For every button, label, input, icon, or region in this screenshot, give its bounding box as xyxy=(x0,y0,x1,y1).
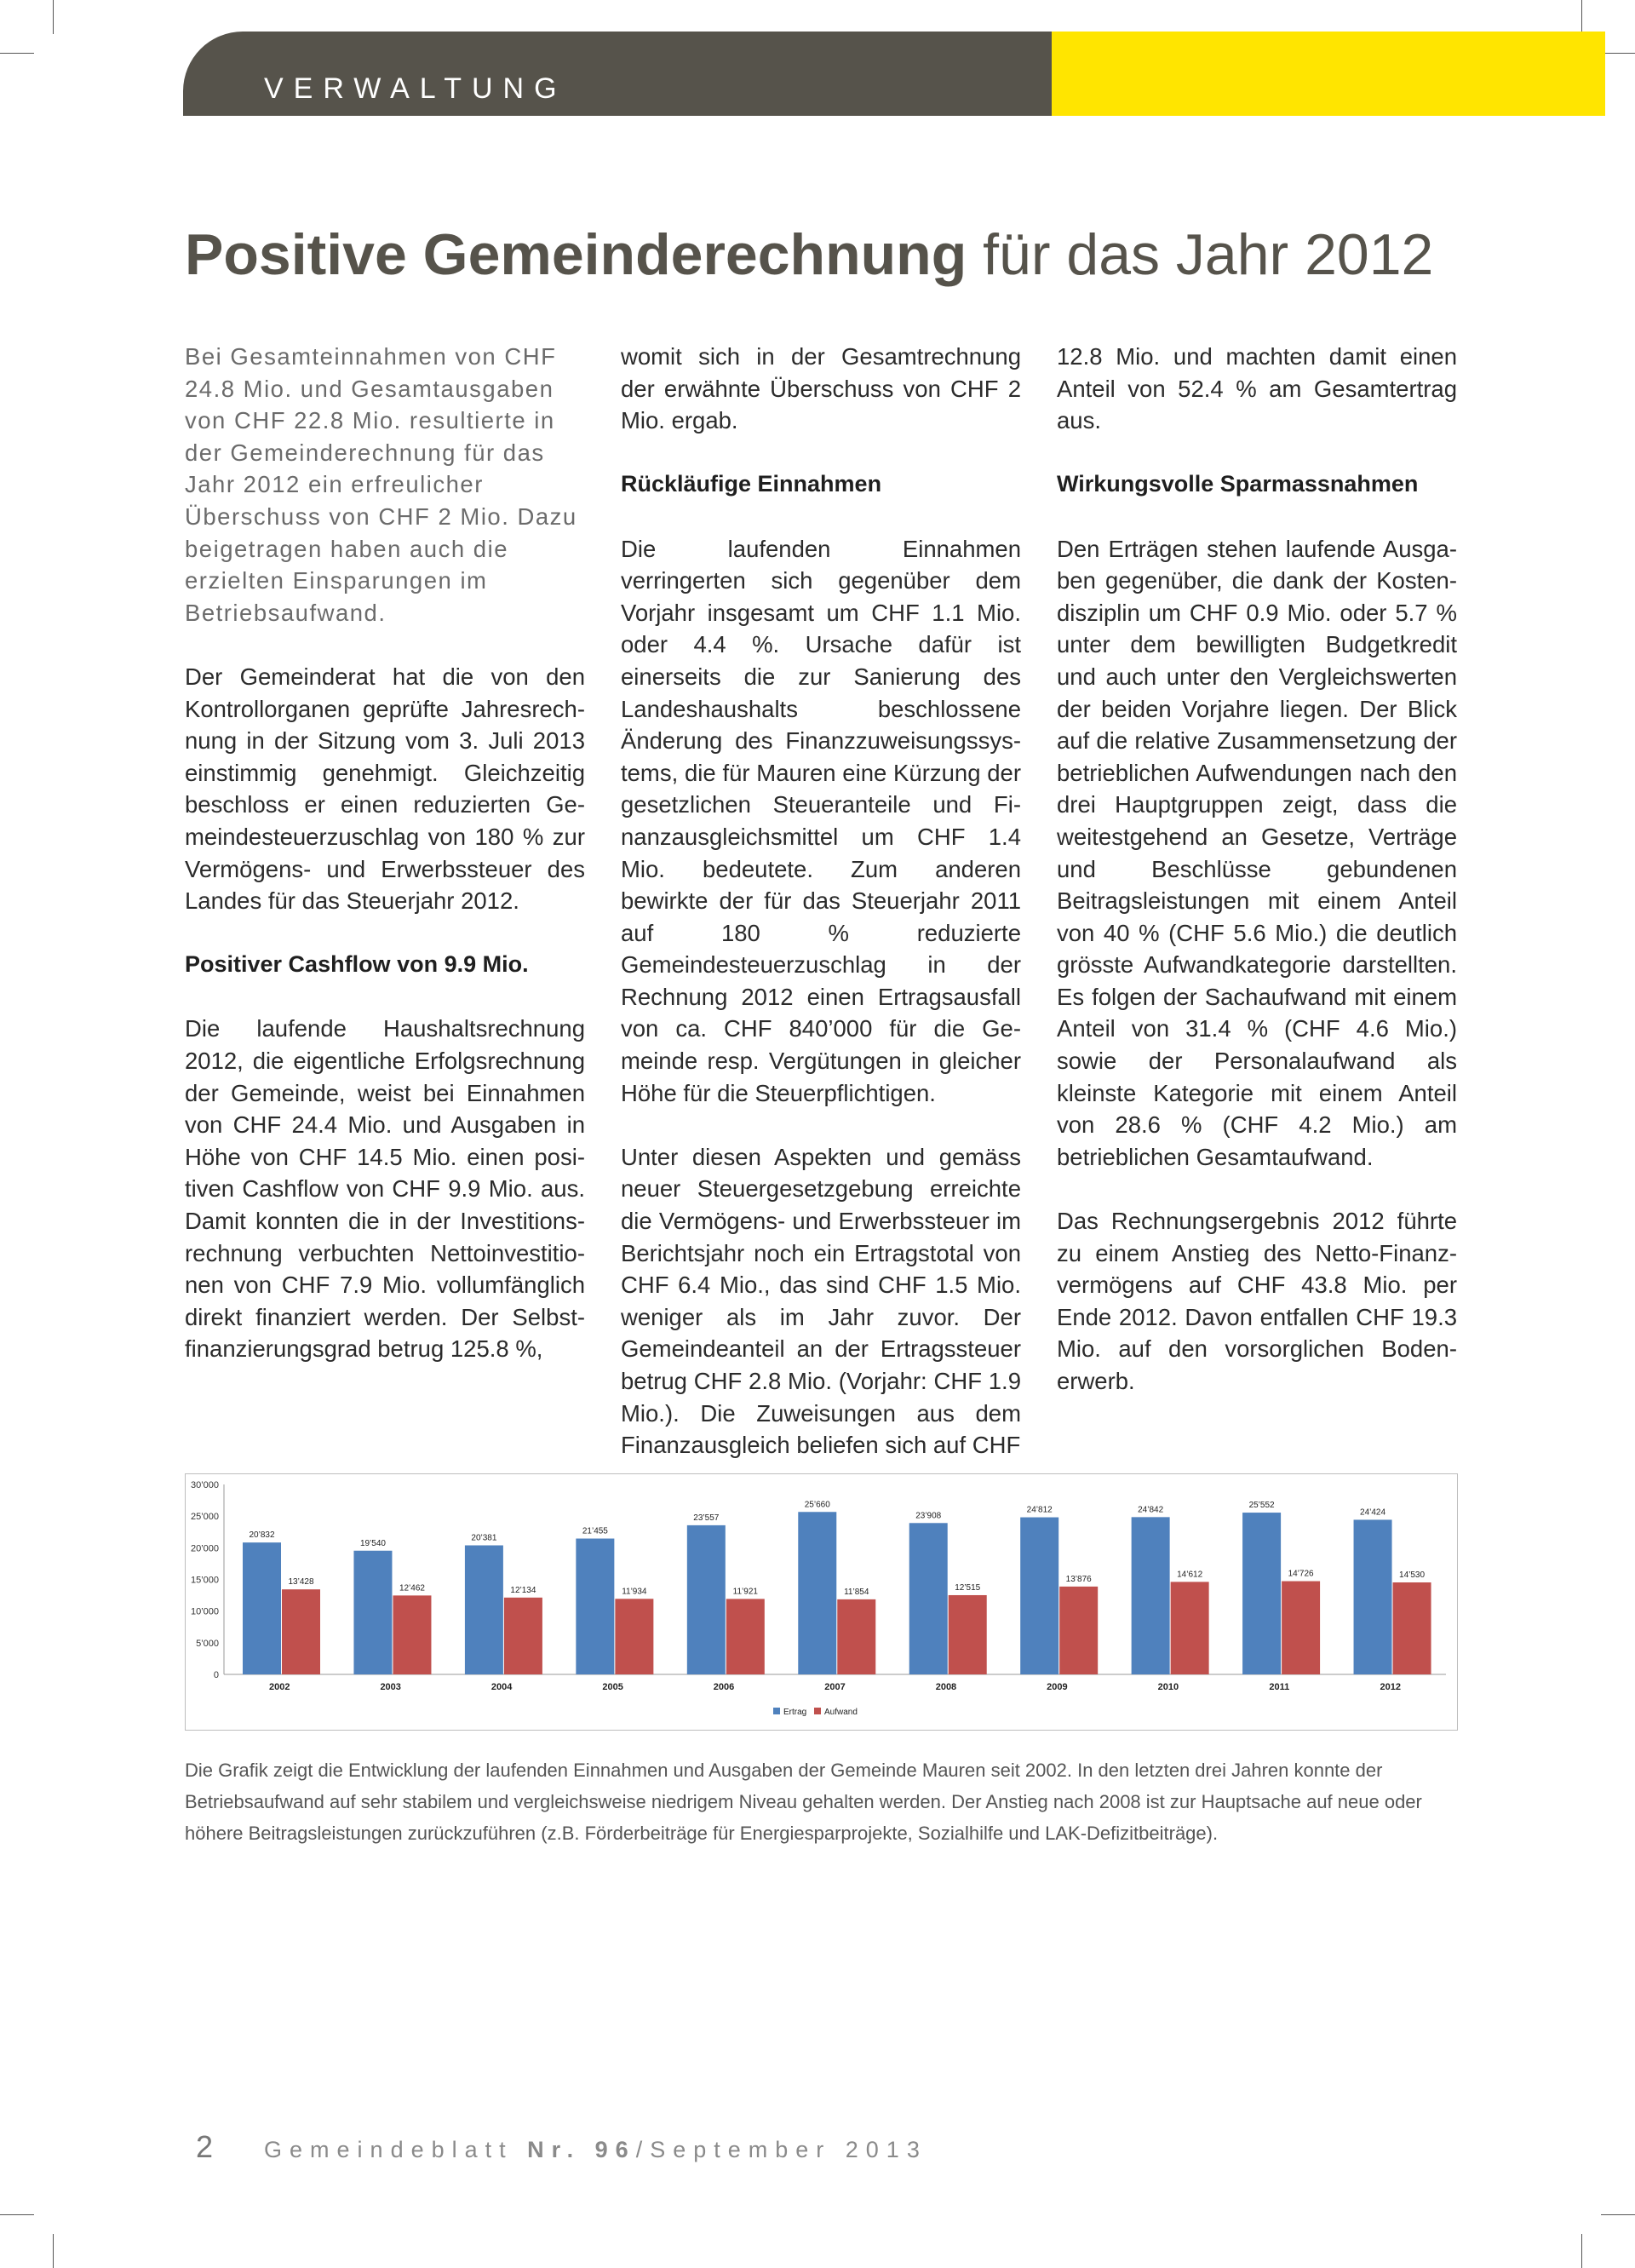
page-number: 2 xyxy=(196,2129,214,2164)
paragraph: Die laufenden Einnahmen verringerten sich gegenüber dem Vorjahr insgesamt um CHF 1.1 Mio. oder 4.4 %. Ursache dafür ist einerseits die zur Sanierung des Landeshaushalts beschlossene Änderung des Finanzzuweisungssystems, die für Mauren eine Kürzung der gesetzlichen Steueranteile und Finanzausgleichsmittel um CHF 1.4 Mio. bedeutete. Zum anderen bewirkte der für das Steuerjahr 2011 auf 180 % reduzierte Gemeindesteuerzuschlag in der Rechnung 2012 einen Ertragsausfall von ca. CHF 840’000 für die Gemeinde resp. Vergütungen in gleicher Höhe für die Steuerpflichtigen. xyxy=(621,535,1021,1106)
issue-number: Nr. 96 xyxy=(527,2137,636,2162)
x-tick-label: 2008 xyxy=(935,1682,957,1692)
paragraph: 12.8 Mio. und machten damit einen Anteil von 52.4 % am Gesamtertrag aus. xyxy=(1057,343,1457,434)
data-label: 24’842 xyxy=(1138,1505,1164,1515)
bar-ertrag xyxy=(798,1512,836,1674)
issue-date: /September 2013 xyxy=(635,2137,927,2162)
data-label: 12’462 xyxy=(399,1583,425,1593)
paragraph: Die laufende Haushaltsrechnung 2012, die eigentliche Erfolgsrechnung der Gemeinde, weist bei Einnahmen von CHF 24.4 Mio. und Ausgaben in Höhe von CHF 14.5 Mio. einen positiven Cashflow von CHF 9.9 Mio. aus. Damit konnten die in der Investitionsrechnung verbuchten Nettoinvestitionen von CHF 7.9 Mio. vollumfänglich direkt finanziert werden. Der Selbstfinanzierungsgrad betrug 125.8 %, xyxy=(185,1015,585,1363)
y-tick-label: 0 xyxy=(213,1670,219,1680)
data-label: 11’934 xyxy=(622,1587,647,1597)
data-label: 14’530 xyxy=(1399,1570,1426,1580)
bar-ertrag xyxy=(1132,1517,1170,1674)
subheading-einnahmen: Rückläufige Einnahmen xyxy=(621,471,882,497)
bar-aufwand xyxy=(393,1595,431,1674)
chart-svg xyxy=(186,1474,1457,1730)
bar-aufwand xyxy=(1059,1587,1098,1674)
y-tick-label: 30’000 xyxy=(190,1480,219,1490)
chart-caption: Die Grafik zeigt die Entwicklung der laufenden Einnahmen und Ausgaben der Gemeinde Mauren seit 2002. In den letzten drei Jahren konnte der Betriebsaufwand auf sehr stabilem und vergleichsweise niedrigem Niveau gehalten werden. Der Anstieg nach 2008 ist zur Hauptsache auf neue oder höhere Beitragsleistungen zurückzuführen (z.B. Förderbeiträge für Energiesparprojekte, Sozialhilfe und LAK-Defizitbeiträge). xyxy=(185,1760,1422,1844)
x-tick-label: 2010 xyxy=(1157,1682,1179,1692)
data-label: 12’134 xyxy=(510,1585,536,1595)
data-label: 21’455 xyxy=(582,1526,608,1536)
bar-ertrag xyxy=(243,1542,281,1674)
bar-aufwand xyxy=(837,1599,875,1674)
bar-aufwand xyxy=(1393,1582,1431,1674)
legend-swatch xyxy=(814,1708,821,1714)
legend-label: Ertrag xyxy=(783,1708,807,1717)
bar-aufwand xyxy=(1282,1582,1320,1674)
x-tick-label: 2011 xyxy=(1269,1682,1290,1692)
crop-mark xyxy=(1601,2214,1635,2215)
text-column-3 xyxy=(1057,341,1457,1429)
crop-mark xyxy=(1581,2234,1582,2268)
page-footer xyxy=(196,2129,927,2165)
paragraph: womit sich in der Gesamtrechnung der erwähnte Überschuss von CHF 2 Mio. ergab. xyxy=(621,343,1021,434)
paragraph: Den Erträgen stehen laufende Ausgaben gegenüber, die dank der Kostendisziplin um CHF 0.9 Mio. oder 5.7 % unter dem bewilligten Budgetkredit und auch unter den Vergleichswerten der beiden Vorjahre liegen. Der Blick auf die relative Zusammensetzung der betrieblichen Aufwendungen nach den drei Hauptgruppen zeigt, dass die weitestgehend an Gesetze, Verträge und Beschlüsse gebundenen Beitragsleistungen mit einem Anteil von 40 % (CHF 5.6 Mio.) die deutlich grösste Aufwandkategorie darstellten. Es folgen der Sachaufwand mit einem Anteil von 31.4 % (CHF 4.6 Mio.) sowie der Personalaufwand als kleinste Kategorie mit einem Anteil von 28.6 % (CHF 4.2 Mio.) am betrieblichen Gesamtaufwand. xyxy=(1057,535,1457,1170)
bar-ertrag xyxy=(687,1525,726,1674)
bar-aufwand xyxy=(949,1595,987,1674)
bar-ertrag xyxy=(1354,1519,1392,1674)
data-label: 20’832 xyxy=(249,1530,275,1541)
x-tick-label: 2005 xyxy=(602,1682,623,1692)
crop-mark xyxy=(1601,53,1635,54)
x-tick-label: 2006 xyxy=(713,1682,735,1692)
title-rest: für das Jahr 2012 xyxy=(967,222,1434,287)
x-tick-label: 2003 xyxy=(380,1682,401,1692)
data-label: 19’540 xyxy=(359,1538,386,1548)
x-tick-label: 2009 xyxy=(1047,1682,1068,1692)
crop-mark xyxy=(1581,0,1582,34)
y-tick-label: 20’000 xyxy=(190,1543,219,1554)
data-label: 24’424 xyxy=(1360,1507,1386,1518)
crop-mark xyxy=(0,53,34,54)
y-tick-label: 10’000 xyxy=(190,1606,219,1617)
paragraph: Der Gemeinderat hat die von den Kontrollorganen geprüfte Jahresrechnung in der Sitzung vom 3. Juli 2013 einstimmig genehmigt. Gleichzeitig beschloss er einen reduzierten Gemeindesteuerzuschlag von 180 % zur Vermögens- und Erwerbssteuer des Landes für das Steuerjahr 2012. xyxy=(185,663,585,915)
lead-paragraph: Bei Gesamteinnahmen von CHF 24.8 Mio. und Gesamtausgaben von CHF 22.8 Mio. resultierte in der Gemeinderechnung für das Jahr 2012 ein erfreulicher Überschuss von CHF 2 Mio. Dazu beigetragen haben auch die erzielten Einsparungen im Betriebsaufwand. xyxy=(185,343,577,626)
data-label: 14’726 xyxy=(1288,1569,1314,1579)
bar-aufwand xyxy=(504,1598,542,1674)
bar-ertrag xyxy=(353,1551,392,1674)
x-tick-label: 2012 xyxy=(1380,1682,1402,1692)
page-title xyxy=(185,221,1433,288)
data-label: 24’812 xyxy=(1026,1505,1053,1515)
bar-ertrag xyxy=(1020,1518,1058,1674)
data-label: 25’660 xyxy=(804,1500,830,1510)
paragraph: Das Rechnungsergebnis 2012 führte zu einem Anstieg des Netto-Finanzvermögens auf CHF 43.8 Mio. per Ende 2012. Davon entfallen CHF 19.3 Mio. auf den vorsorglichen Bodenerwerb. xyxy=(1057,1208,1457,1394)
crop-mark xyxy=(0,2214,34,2215)
bar-aufwand xyxy=(726,1599,765,1674)
paragraph: Unter diesen Aspekten und gemäss neuer Steuergesetzgebung erreichte die Vermögens- und Erwerbssteuer im Berichtsjahr noch ein Ertragstotal von CHF 6.4 Mio., das sind CHF 1.5 Mio. weniger als im Jahr zuvor. Der Gemeindeanteil an der Ertragssteuer betrug CHF 2.8 Mio. (Vorjahr: CHF 1.9 Mio.). Die Zuweisungen aus dem Finanzausgleich beliefen sich auf CHF xyxy=(621,1143,1021,1459)
section-header-accent xyxy=(1052,32,1605,116)
subheading-cashflow: Positiver Cashflow von 9.9 Mio. xyxy=(185,951,529,978)
publication-name: Gemeindeblatt xyxy=(264,2137,528,2162)
x-tick-label: 2002 xyxy=(268,1682,290,1692)
y-tick-label: 15’000 xyxy=(190,1575,219,1586)
title-bold: Positive Gemeinderechnung xyxy=(185,222,967,287)
crop-mark xyxy=(53,0,54,34)
legend-label: Aufwand xyxy=(824,1708,858,1717)
data-label: 12’515 xyxy=(955,1582,981,1593)
bar-chart xyxy=(185,1473,1458,1731)
bar-ertrag xyxy=(1242,1513,1281,1674)
y-tick-label: 25’000 xyxy=(190,1512,219,1523)
bar-aufwand xyxy=(615,1599,653,1674)
section-label: VERWALTUNG xyxy=(264,72,567,105)
text-column-1 xyxy=(185,341,585,1398)
data-label: 11’854 xyxy=(844,1587,869,1597)
data-label: 25’552 xyxy=(1248,1501,1275,1511)
y-tick-label: 5’000 xyxy=(196,1638,219,1649)
data-label: 14’612 xyxy=(1177,1570,1203,1580)
data-label: 13’876 xyxy=(1065,1574,1092,1584)
x-tick-label: 2004 xyxy=(490,1682,513,1692)
bar-ertrag xyxy=(576,1539,614,1674)
data-label: 23’557 xyxy=(693,1513,720,1523)
bar-ertrag xyxy=(909,1523,948,1674)
bar-ertrag xyxy=(465,1546,503,1674)
data-label: 20’381 xyxy=(471,1533,497,1543)
data-label: 13’428 xyxy=(288,1577,314,1588)
bar-aufwand xyxy=(282,1589,320,1674)
data-label: 11’921 xyxy=(732,1587,758,1597)
x-tick-label: 2007 xyxy=(824,1682,846,1692)
data-label: 23’908 xyxy=(915,1511,942,1521)
legend-swatch xyxy=(773,1708,780,1714)
crop-mark xyxy=(53,2234,54,2268)
subheading-sparmassnahmen: Wirkungsvolle Sparmassnahmen xyxy=(1057,471,1419,497)
text-column-2 xyxy=(621,341,1021,1493)
bar-aufwand xyxy=(1171,1582,1209,1674)
